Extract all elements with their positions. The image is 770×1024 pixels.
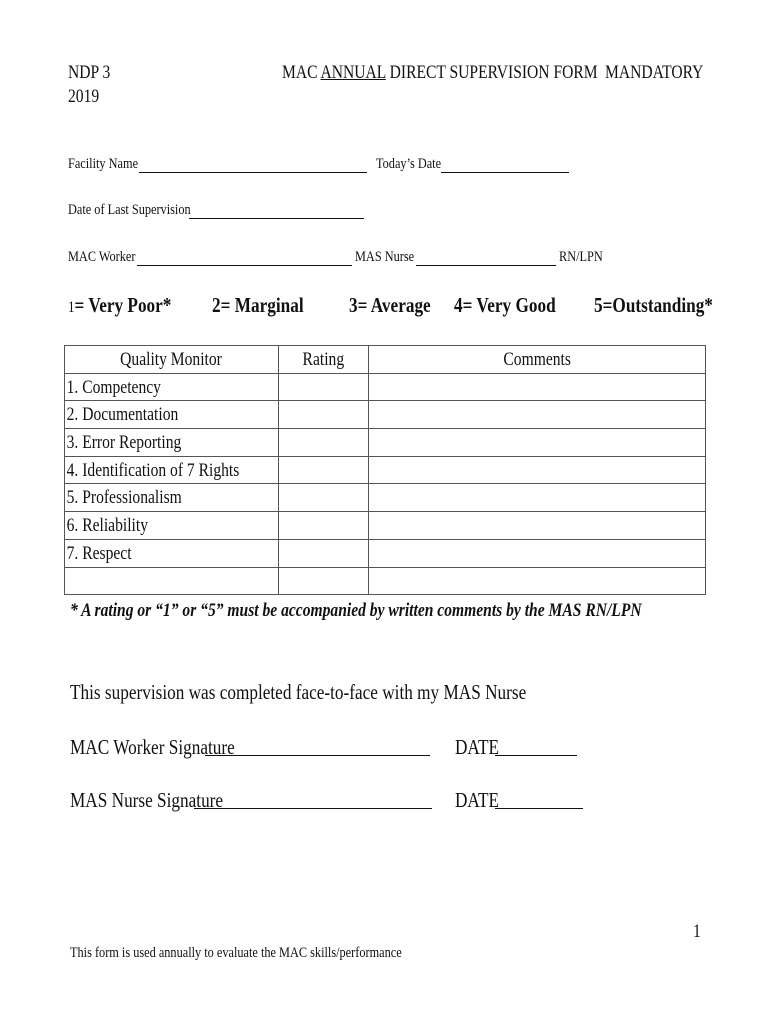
face-to-face-statement: This supervision was completed face-to-face with my MAS Nurse [70,680,527,704]
date-line-2[interactable] [495,791,583,809]
table-row [65,373,706,401]
rating-cell[interactable] [279,401,369,429]
monitor-reliability: 6. Reliability [65,512,279,540]
table-row [65,429,706,457]
form-year: 2019 [68,86,100,107]
mac-worker-signature-line[interactable] [205,738,430,756]
facility-name-line[interactable] [139,158,367,173]
table-header-row [65,346,706,374]
mac-worker-signature-label: MAC Worker Signature [70,735,235,759]
date-line-1[interactable] [495,738,577,756]
comments-cell[interactable] [369,429,706,457]
table-row [65,567,706,595]
page-number: 1 [693,921,701,942]
rating-cell[interactable] [279,484,369,512]
rating-cell[interactable] [279,567,369,595]
rating-cell[interactable] [279,429,369,457]
date-label-1: DATE [455,735,500,759]
form-title: MAC ANNUAL DIRECT SUPERVISION FORM [282,62,598,83]
facility-name-field: Facility Name [68,156,139,172]
scale-outstanding: 5=Outstanding* [594,293,713,317]
date-label-2: DATE [455,788,500,812]
rn-lpn-label: RN/LPN [559,249,603,265]
scale-marginal: 2= Marginal [212,293,304,317]
header-rating: Rating [279,346,369,374]
mas-nurse-field: MAS Nurse [355,249,415,265]
form-id: NDP 3 [68,62,111,83]
monitor-documentation: 2. Documentation [65,401,279,429]
table-row [65,539,706,567]
monitor-error-reporting: 3. Error Reporting [65,429,279,457]
header-quality-monitor: Quality Monitor [65,346,279,374]
table-row [65,401,706,429]
rating-cell[interactable] [279,456,369,484]
scale-average: 3= Average [349,293,431,317]
last-supervision-line[interactable] [189,204,364,219]
mac-worker-field: MAC Worker [68,249,136,265]
mas-nurse-signature-label: MAS Nurse Signature [70,788,224,812]
comments-cell[interactable] [369,484,706,512]
mandatory-label: MANDATORY [605,62,704,83]
monitor-respect: 7. Respect [65,539,279,567]
comments-cell[interactable] [369,539,706,567]
rating-cell[interactable] [279,539,369,567]
table-row [65,512,706,540]
comments-cell[interactable] [369,401,706,429]
last-supervision-field: Date of Last Supervision [68,202,191,218]
scale-very-good: 4= Very Good [454,293,556,317]
mas-nurse-signature-line[interactable] [194,791,432,809]
header-comments: Comments [369,346,706,374]
scale-very-poor: 1= Very Poor* [68,293,172,317]
mas-nurse-line[interactable] [416,251,556,266]
monitor-blank[interactable] [65,567,279,595]
comments-cell[interactable] [369,567,706,595]
table-row [65,456,706,484]
table-row [65,484,706,512]
mac-worker-line[interactable] [137,251,352,266]
comments-cell[interactable] [369,373,706,401]
rating-cell[interactable] [279,373,369,401]
monitor-professionalism: 5. Professionalism [65,484,279,512]
todays-date-field: Today’s Date [376,156,442,172]
comments-cell[interactable] [369,512,706,540]
todays-date-line[interactable] [441,158,569,173]
rating-note: * A rating or “1” or “5” must be accompanied by written comments by the MAS RN/LPN [70,600,642,621]
form-purpose-footer: This form is used annually to evaluate the MAC skills/performance [70,945,402,961]
rating-cell[interactable] [279,512,369,540]
quality-monitor-table [64,345,706,595]
monitor-competency: 1. Competency [65,373,279,401]
comments-cell[interactable] [369,456,706,484]
monitor-identification-7-rights: 4. Identification of 7 Rights [65,456,279,484]
